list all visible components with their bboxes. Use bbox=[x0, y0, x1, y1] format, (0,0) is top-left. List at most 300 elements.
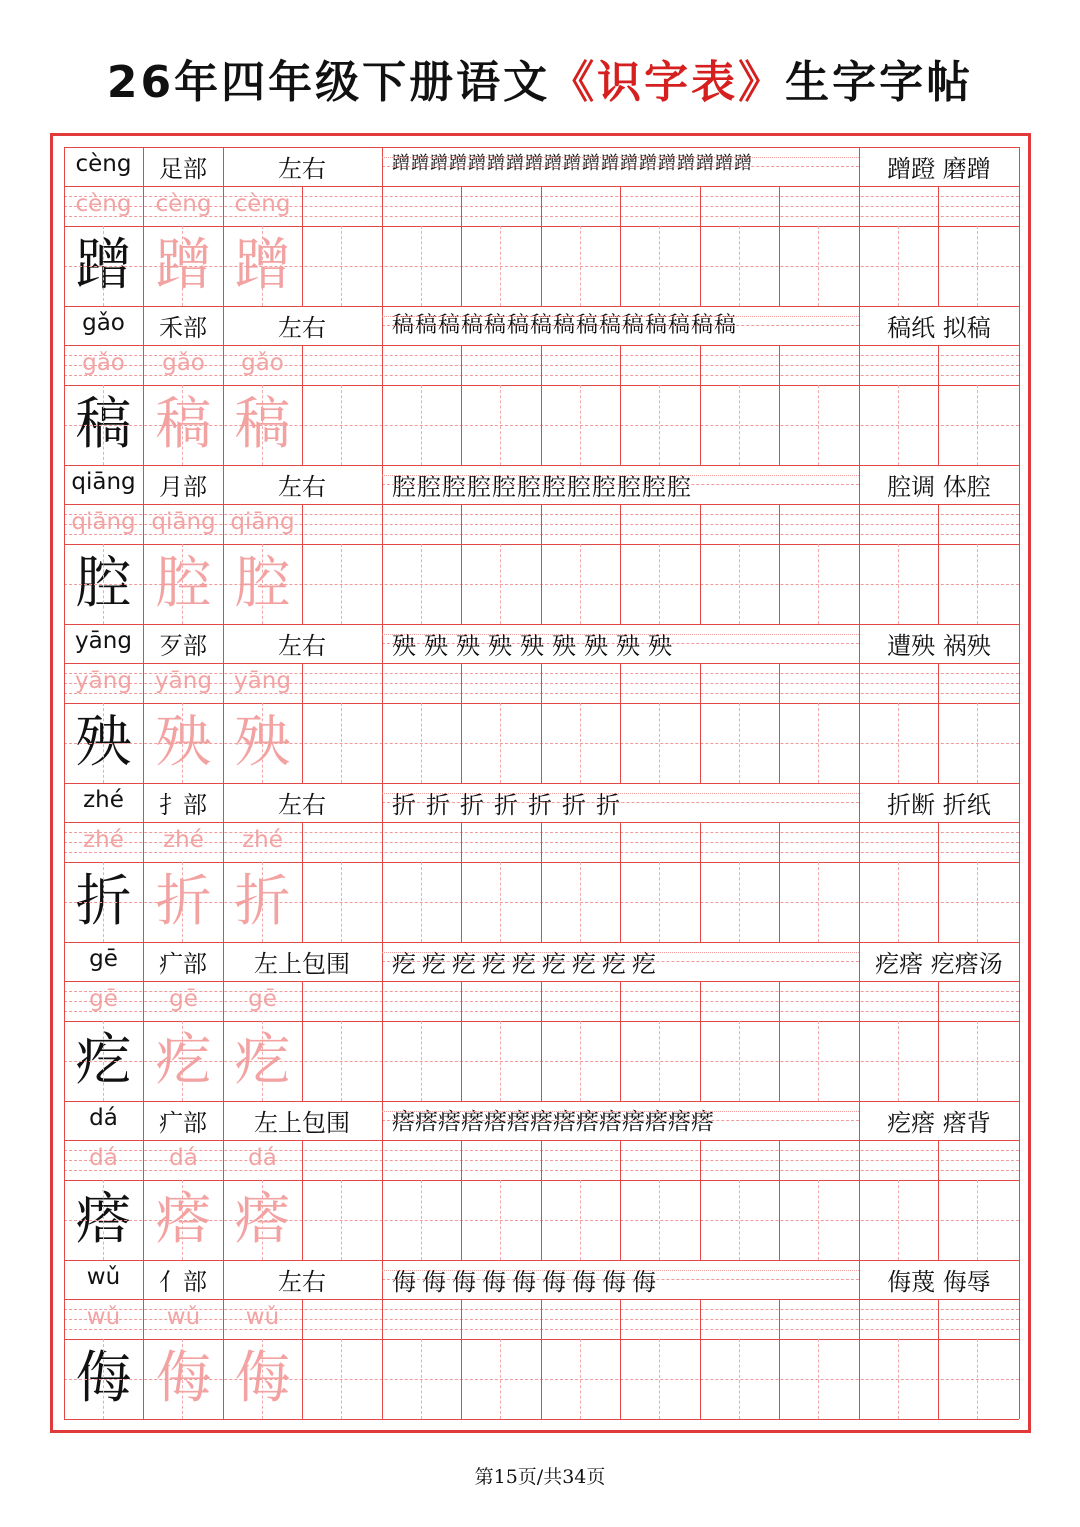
pinyin-trace: zhé bbox=[163, 827, 204, 853]
main-character: 殃 bbox=[75, 710, 132, 775]
grid-line bbox=[302, 1299, 303, 1419]
grid-line bbox=[143, 1101, 144, 1260]
radical-label: 月部 bbox=[159, 473, 207, 501]
grid-line bbox=[938, 1299, 939, 1419]
grid-dash bbox=[262, 544, 263, 624]
grid-line bbox=[620, 981, 621, 1101]
grid-dash bbox=[341, 226, 342, 306]
stroke-order: 侮侮侮侮侮侮侮侮侮 bbox=[392, 1268, 662, 1296]
grid-line bbox=[302, 504, 303, 624]
grid-dash bbox=[659, 226, 660, 306]
grid-dash bbox=[739, 544, 740, 624]
grid-line bbox=[938, 504, 939, 624]
grid-dash bbox=[898, 1339, 899, 1419]
trace-character: 疙 bbox=[155, 1028, 212, 1093]
grid-line bbox=[143, 942, 144, 1101]
practice-grid bbox=[64, 147, 1019, 1419]
grid-line bbox=[382, 306, 383, 465]
grid-dash bbox=[580, 544, 581, 624]
grid-line bbox=[223, 306, 224, 465]
grid-dash bbox=[382, 793, 859, 794]
grid-line bbox=[64, 1101, 1019, 1102]
radical-label: 亻部 bbox=[159, 1268, 207, 1296]
grid-dash bbox=[818, 1021, 819, 1101]
grid-dash bbox=[500, 226, 501, 306]
grid-dash bbox=[382, 961, 859, 962]
trace-character: 殃 bbox=[155, 710, 212, 775]
grid-dash bbox=[659, 862, 660, 942]
grid-dash bbox=[382, 475, 859, 476]
grid-dash bbox=[382, 1111, 859, 1112]
grid-dash bbox=[739, 703, 740, 783]
example-words: 疙瘩 瘩背 bbox=[887, 1109, 991, 1137]
grid-dash bbox=[580, 385, 581, 465]
grid-dash bbox=[818, 1180, 819, 1260]
grid-dash bbox=[818, 544, 819, 624]
grid-dash bbox=[659, 1180, 660, 1260]
pinyin-label: qiāng bbox=[71, 469, 136, 495]
structure-label: 左右 bbox=[278, 791, 326, 819]
grid-dash bbox=[262, 385, 263, 465]
grid-dash bbox=[659, 703, 660, 783]
grid-dash bbox=[182, 862, 183, 942]
stroke-order: 折折折折折折折 bbox=[392, 791, 630, 819]
grid-line bbox=[382, 1101, 383, 1260]
stroke-order: 疙疙疙疙疙疙疙疙疙 bbox=[392, 950, 662, 978]
grid-dash bbox=[659, 1339, 660, 1419]
grid-line bbox=[859, 1101, 860, 1260]
stroke-order: 殃殃殃殃殃殃殃殃殃 bbox=[392, 632, 680, 660]
grid-dash bbox=[977, 862, 978, 942]
grid-dash bbox=[341, 703, 342, 783]
pinyin-label: dá bbox=[89, 1105, 118, 1131]
grid-dash bbox=[382, 316, 859, 317]
grid-line bbox=[461, 1140, 462, 1260]
grid-line bbox=[700, 345, 701, 465]
grid-line bbox=[223, 942, 224, 1101]
grid-line bbox=[461, 1299, 462, 1419]
radical-label: 足部 bbox=[159, 155, 207, 183]
grid-dash bbox=[977, 544, 978, 624]
grid-line bbox=[859, 306, 860, 465]
structure-label: 左上包围 bbox=[254, 1109, 350, 1137]
grid-dash bbox=[341, 1339, 342, 1419]
grid-dash bbox=[500, 703, 501, 783]
grid-dash bbox=[898, 226, 899, 306]
grid-dash bbox=[341, 1180, 342, 1260]
grid-line bbox=[541, 1140, 542, 1260]
trace-character: 侮 bbox=[155, 1346, 212, 1411]
stroke-order: 蹭蹭蹭蹭蹭蹭蹭蹭蹭蹭蹭蹭蹭蹭蹭蹭蹭蹭蹭 bbox=[392, 153, 753, 174]
grid-line bbox=[779, 981, 780, 1101]
grid-line bbox=[461, 504, 462, 624]
grid-line bbox=[302, 345, 303, 465]
pinyin-trace: zhé bbox=[83, 827, 124, 853]
grid-line bbox=[859, 147, 860, 306]
grid-dash bbox=[103, 226, 104, 306]
pinyin-trace: qiāng bbox=[151, 509, 216, 535]
grid-line bbox=[64, 1419, 1019, 1420]
grid-line bbox=[779, 663, 780, 783]
grid-line bbox=[620, 1140, 621, 1260]
stroke-order: 稿稿稿稿稿稿稿稿稿稿稿稿稿稿稿 bbox=[392, 313, 738, 338]
grid-dash bbox=[182, 1339, 183, 1419]
pinyin-trace: zhé bbox=[242, 827, 283, 853]
radical-label: 疒部 bbox=[159, 1109, 207, 1137]
grid-line bbox=[859, 465, 860, 624]
grid-dash bbox=[182, 226, 183, 306]
title-prefix: 26年四年级下册语文 bbox=[106, 57, 551, 108]
grid-line bbox=[700, 504, 701, 624]
grid-dash bbox=[382, 325, 859, 326]
grid-line bbox=[541, 663, 542, 783]
grid-dash bbox=[818, 703, 819, 783]
grid-line bbox=[541, 345, 542, 465]
grid-dash bbox=[500, 1339, 501, 1419]
grid-dash bbox=[421, 544, 422, 624]
pinyin-trace: yāng bbox=[75, 668, 132, 694]
structure-label: 左右 bbox=[278, 1268, 326, 1296]
grid-line bbox=[779, 345, 780, 465]
main-character: 疙 bbox=[75, 1028, 132, 1093]
grid-dash bbox=[500, 862, 501, 942]
grid-dash bbox=[382, 802, 859, 803]
grid-dash bbox=[977, 1180, 978, 1260]
grid-line bbox=[64, 942, 1019, 943]
main-character: 瘩 bbox=[75, 1187, 132, 1252]
main-character: 腔 bbox=[75, 551, 132, 616]
grid-dash bbox=[182, 385, 183, 465]
grid-line bbox=[1019, 147, 1020, 1419]
grid-dash bbox=[898, 703, 899, 783]
grid-dash bbox=[182, 703, 183, 783]
grid-line bbox=[541, 822, 542, 942]
radical-label: 歹部 bbox=[159, 632, 207, 660]
grid-dash bbox=[182, 1021, 183, 1101]
grid-dash bbox=[977, 703, 978, 783]
grid-line bbox=[859, 942, 860, 1101]
grid-dash bbox=[382, 1270, 859, 1271]
pinyin-trace: gē bbox=[169, 986, 198, 1012]
trace-character: 折 bbox=[155, 869, 212, 934]
grid-line bbox=[779, 1140, 780, 1260]
pinyin-trace: wǔ bbox=[86, 1304, 121, 1330]
grid-line bbox=[779, 186, 780, 306]
grid-dash bbox=[262, 1021, 263, 1101]
pinyin-trace: dá bbox=[169, 1145, 198, 1171]
grid-dash bbox=[659, 544, 660, 624]
grid-dash bbox=[580, 1021, 581, 1101]
grid-line bbox=[64, 147, 65, 1419]
grid-line bbox=[541, 186, 542, 306]
grid-line bbox=[64, 624, 1019, 625]
grid-line bbox=[143, 465, 144, 624]
title-suffix: 生字字帖 bbox=[785, 57, 974, 108]
pinyin-label: cèng bbox=[75, 151, 132, 177]
pinyin-label: wǔ bbox=[86, 1264, 121, 1290]
grid-line bbox=[938, 981, 939, 1101]
pinyin-trace: gǎo bbox=[241, 350, 284, 376]
trace-character: 折 bbox=[234, 869, 291, 934]
grid-dash bbox=[341, 862, 342, 942]
grid-line bbox=[302, 822, 303, 942]
pinyin-trace: gǎo bbox=[82, 350, 125, 376]
grid-dash bbox=[500, 544, 501, 624]
grid-dash bbox=[341, 544, 342, 624]
grid-line bbox=[541, 981, 542, 1101]
grid-line bbox=[64, 465, 1019, 466]
pinyin-trace: cèng bbox=[75, 191, 132, 217]
grid-dash bbox=[103, 544, 104, 624]
structure-label: 左右 bbox=[278, 473, 326, 501]
grid-dash bbox=[580, 226, 581, 306]
grid-line bbox=[700, 822, 701, 942]
grid-line bbox=[620, 186, 621, 306]
grid-dash bbox=[382, 166, 859, 167]
stroke-order: 瘩瘩瘩瘩瘩瘩瘩瘩瘩瘩瘩瘩瘩瘩 bbox=[392, 1109, 714, 1135]
grid-dash bbox=[382, 952, 859, 953]
grid-dash bbox=[103, 1339, 104, 1419]
grid-dash bbox=[382, 1279, 859, 1280]
grid-line bbox=[223, 465, 224, 624]
pinyin-label: gǎo bbox=[82, 310, 125, 336]
grid-line bbox=[620, 663, 621, 783]
pinyin-trace: wǔ bbox=[166, 1304, 201, 1330]
grid-line bbox=[461, 186, 462, 306]
grid-line bbox=[302, 663, 303, 783]
grid-line bbox=[938, 663, 939, 783]
grid-dash bbox=[421, 226, 422, 306]
grid-dash bbox=[262, 862, 263, 942]
grid-line bbox=[223, 147, 224, 306]
pinyin-label: yāng bbox=[75, 628, 132, 654]
stroke-order: 腔腔腔腔腔腔腔腔腔腔腔腔 bbox=[392, 473, 692, 501]
pinyin-trace: gǎo bbox=[162, 350, 205, 376]
grid-line bbox=[461, 822, 462, 942]
page-number: 第15页/共34页 bbox=[474, 1466, 606, 1488]
grid-dash bbox=[500, 1180, 501, 1260]
grid-line bbox=[541, 1299, 542, 1419]
grid-line bbox=[302, 1140, 303, 1260]
grid-line bbox=[938, 345, 939, 465]
grid-line bbox=[859, 1260, 860, 1419]
grid-line bbox=[938, 822, 939, 942]
trace-character: 蹭 bbox=[155, 233, 212, 298]
grid-dash bbox=[382, 1120, 859, 1121]
example-words: 遭殃 祸殃 bbox=[887, 632, 991, 660]
grid-dash bbox=[382, 157, 859, 158]
pinyin-trace: yāng bbox=[155, 668, 212, 694]
pinyin-trace: qiāng bbox=[71, 509, 136, 535]
grid-line bbox=[620, 345, 621, 465]
grid-dash bbox=[898, 385, 899, 465]
grid-line bbox=[700, 1299, 701, 1419]
grid-dash bbox=[103, 862, 104, 942]
grid-dash bbox=[382, 643, 859, 644]
example-words: 折断 折纸 bbox=[887, 791, 991, 819]
grid-dash bbox=[580, 703, 581, 783]
grid-dash bbox=[421, 703, 422, 783]
grid-dash bbox=[739, 385, 740, 465]
grid-dash bbox=[262, 226, 263, 306]
main-character: 折 bbox=[75, 869, 132, 934]
grid-dash bbox=[739, 226, 740, 306]
page-title bbox=[0, 46, 1080, 110]
grid-line bbox=[779, 822, 780, 942]
pinyin-trace: wǔ bbox=[245, 1304, 280, 1330]
grid-line bbox=[382, 147, 383, 306]
grid-dash bbox=[898, 1021, 899, 1101]
grid-dash bbox=[580, 862, 581, 942]
grid-dash bbox=[898, 544, 899, 624]
grid-line bbox=[223, 1101, 224, 1260]
pinyin-trace: gē bbox=[248, 986, 277, 1012]
trace-character: 殃 bbox=[234, 710, 291, 775]
radical-label: 禾部 bbox=[159, 314, 207, 342]
pinyin-trace: cèng bbox=[155, 191, 212, 217]
grid-line bbox=[938, 1140, 939, 1260]
example-words: 稿纸 拟稿 bbox=[887, 314, 991, 342]
pinyin-trace: cèng bbox=[234, 191, 291, 217]
example-words: 蹭蹬 磨蹭 bbox=[887, 155, 991, 183]
grid-dash bbox=[580, 1180, 581, 1260]
grid-line bbox=[859, 783, 860, 942]
pinyin-trace: dá bbox=[89, 1145, 118, 1171]
grid-dash bbox=[421, 1339, 422, 1419]
grid-dash bbox=[382, 484, 859, 485]
grid-line bbox=[700, 186, 701, 306]
grid-dash bbox=[341, 1021, 342, 1101]
grid-line bbox=[64, 147, 1019, 148]
grid-dash bbox=[659, 385, 660, 465]
grid-dash bbox=[898, 862, 899, 942]
grid-line bbox=[302, 186, 303, 306]
grid-line bbox=[620, 504, 621, 624]
grid-dash bbox=[977, 226, 978, 306]
grid-dash bbox=[739, 1180, 740, 1260]
grid-line bbox=[461, 345, 462, 465]
grid-dash bbox=[182, 1180, 183, 1260]
grid-line bbox=[382, 783, 383, 942]
grid-line bbox=[143, 147, 144, 306]
grid-dash bbox=[421, 385, 422, 465]
grid-line bbox=[779, 504, 780, 624]
grid-line bbox=[223, 624, 224, 783]
grid-dash bbox=[500, 385, 501, 465]
structure-label: 左上包围 bbox=[254, 950, 350, 978]
pinyin-trace: gē bbox=[89, 986, 118, 1012]
grid-line bbox=[541, 504, 542, 624]
trace-character: 瘩 bbox=[234, 1187, 291, 1252]
pinyin-trace: dá bbox=[248, 1145, 277, 1171]
main-character: 侮 bbox=[75, 1346, 132, 1411]
pinyin-trace: yāng bbox=[234, 668, 291, 694]
trace-character: 稿 bbox=[234, 392, 291, 457]
grid-dash bbox=[739, 1021, 740, 1101]
grid-line bbox=[64, 1260, 1019, 1261]
example-words: 疙瘩 疙瘩汤 bbox=[875, 950, 1003, 978]
grid-dash bbox=[818, 226, 819, 306]
grid-line bbox=[64, 783, 1019, 784]
trace-character: 疙 bbox=[234, 1028, 291, 1093]
grid-line bbox=[859, 624, 860, 783]
grid-line bbox=[302, 981, 303, 1101]
structure-label: 左右 bbox=[278, 632, 326, 660]
radical-label: 疒部 bbox=[159, 950, 207, 978]
main-character: 蹭 bbox=[75, 233, 132, 298]
grid-dash bbox=[898, 1180, 899, 1260]
grid-dash bbox=[421, 1021, 422, 1101]
structure-label: 左右 bbox=[278, 314, 326, 342]
grid-line bbox=[143, 306, 144, 465]
pinyin-trace: qiāng bbox=[230, 509, 295, 535]
grid-line bbox=[382, 942, 383, 1101]
grid-line bbox=[64, 306, 1019, 307]
grid-dash bbox=[818, 385, 819, 465]
grid-dash bbox=[103, 703, 104, 783]
grid-line bbox=[461, 663, 462, 783]
grid-line bbox=[700, 1140, 701, 1260]
grid-line bbox=[382, 1260, 383, 1419]
trace-character: 瘩 bbox=[155, 1187, 212, 1252]
trace-character: 腔 bbox=[155, 551, 212, 616]
grid-dash bbox=[421, 1180, 422, 1260]
grid-line bbox=[620, 822, 621, 942]
title-highlight: 《识字表》 bbox=[550, 57, 786, 108]
grid-line bbox=[461, 981, 462, 1101]
trace-character: 侮 bbox=[234, 1346, 291, 1411]
grid-dash bbox=[659, 1021, 660, 1101]
grid-dash bbox=[977, 1021, 978, 1101]
grid-dash bbox=[382, 634, 859, 635]
grid-dash bbox=[977, 1339, 978, 1419]
grid-line bbox=[382, 624, 383, 783]
grid-line bbox=[223, 783, 224, 942]
grid-line bbox=[143, 783, 144, 942]
grid-dash bbox=[739, 862, 740, 942]
grid-line bbox=[143, 624, 144, 783]
pinyin-label: zhé bbox=[83, 787, 124, 813]
grid-dash bbox=[262, 703, 263, 783]
grid-line bbox=[143, 1260, 144, 1419]
grid-dash bbox=[182, 544, 183, 624]
trace-character: 稿 bbox=[155, 392, 212, 457]
grid-dash bbox=[500, 1021, 501, 1101]
grid-line bbox=[223, 1260, 224, 1419]
grid-dash bbox=[818, 862, 819, 942]
grid-dash bbox=[977, 385, 978, 465]
grid-dash bbox=[341, 385, 342, 465]
pinyin-label: gē bbox=[89, 946, 118, 972]
grid-dash bbox=[103, 1180, 104, 1260]
grid-line bbox=[700, 663, 701, 783]
grid-dash bbox=[103, 1021, 104, 1101]
grid-dash bbox=[421, 862, 422, 942]
structure-label: 左右 bbox=[278, 155, 326, 183]
grid-dash bbox=[262, 1180, 263, 1260]
grid-dash bbox=[818, 1339, 819, 1419]
grid-dash bbox=[580, 1339, 581, 1419]
trace-character: 蹭 bbox=[234, 233, 291, 298]
radical-label: 扌部 bbox=[159, 791, 207, 819]
grid-line bbox=[620, 1299, 621, 1419]
main-character: 稿 bbox=[75, 392, 132, 457]
grid-line bbox=[938, 186, 939, 306]
grid-line bbox=[382, 465, 383, 624]
grid-line bbox=[779, 1299, 780, 1419]
grid-dash bbox=[262, 1339, 263, 1419]
grid-dash bbox=[103, 385, 104, 465]
